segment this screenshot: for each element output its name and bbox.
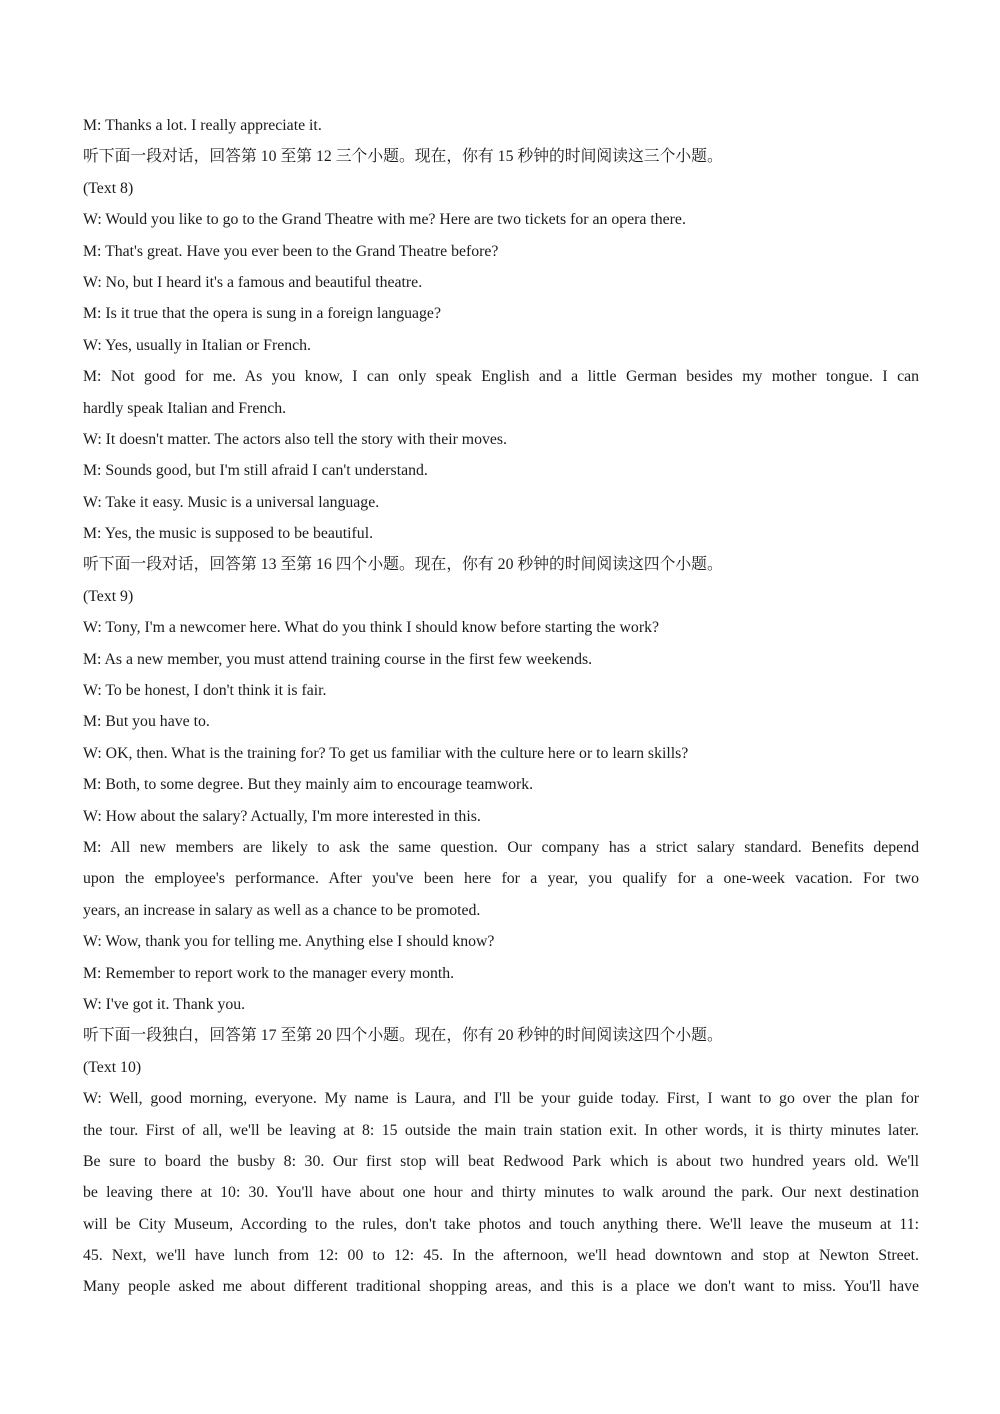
text-line-section-instruction: 听下面一段对话，回答第 13 至第 16 四个小题。现在，你有 20 秒钟的时间阅读这四个小题。	[83, 556, 723, 574]
text-line: M: That's great. Have you ever been to the Grand Theatre before?	[83, 242, 499, 260]
text-line: W: Wow, thank you for telling me. Anything else I should know?	[83, 933, 495, 951]
text-line-text9-heading: (Text 9)	[83, 587, 134, 605]
document-text	[83, 110, 919, 1303]
text-line: W: I've got it. Thank you.	[83, 995, 246, 1013]
text-line: Many people asked me about different traditional shopping areas, and this is a place we don't want to miss. You'll have	[83, 1278, 919, 1296]
text-line: M: Remember to report work to the manager every month.	[83, 964, 455, 982]
text-line: M: Is it true that the opera is sung in a foreign language?	[83, 305, 441, 323]
text-line: M: All new members are likely to ask the same question. Our company has a strict salary standard. Benefits depend	[83, 838, 919, 856]
text-line: W: OK, then. What is the training for? To get us familiar with the culture here or to learn skills?	[83, 744, 689, 762]
text-line: W: How about the salary? Actually, I'm more interested in this.	[83, 807, 481, 825]
text-line: will be City Museum, According to the rules, don't take photos and touch anything there. We'll leave the museum at 11:	[83, 1215, 919, 1233]
text-line: W: Take it easy. Music is a universal language.	[83, 493, 380, 511]
text-line: upon the employee's performance. After you've been here for a year, you qualify for a one-week vacation. For two	[83, 870, 919, 888]
text-line: years, an increase in salary as well as a chance to be promoted.	[83, 901, 481, 919]
text-line-text8-heading: (Text 8)	[83, 179, 134, 197]
text-line: M: Yes, the music is supposed to be beautiful.	[83, 525, 374, 543]
text-line: W: Well, good morning, everyone. My name is Laura, and I'll be your guide today. First, I want to go over the plan for	[83, 1090, 919, 1108]
text-line: W: To be honest, I don't think it is fair.	[83, 682, 327, 700]
text-line: W: It doesn't matter. The actors also tell the story with their moves.	[83, 430, 508, 448]
text-line: M: As a new member, you must attend training course in the first few weekends.	[83, 650, 593, 668]
text-line: W: Tony, I'm a newcomer here. What do you think I should know before starting the work?	[83, 619, 659, 637]
text-line: 45. Next, we'll have lunch from 12: 00 to 12: 45. In the afternoon, we'll head downtown and stop at Newton Street.	[83, 1247, 919, 1265]
text-line: hardly speak Italian and French.	[83, 399, 287, 417]
text-line: M: Sounds good, but I'm still afraid I can't understand.	[83, 462, 428, 480]
text-line: M: Not good for me. As you know, I can only speak English and a little German besides my mother tongue. I can	[83, 368, 919, 386]
text-line: M: Thanks a lot. I really appreciate it.	[83, 117, 322, 134]
text-line: W: Would you like to go to the Grand Theatre with me? Here are two tickets for an opera there.	[83, 211, 686, 229]
text-line: Be sure to board the busby 8: 30. Our first stop will beat Redwood Park which is about two hundred years old. We'll	[83, 1152, 919, 1170]
text-line-text10-heading: (Text 10)	[83, 1058, 142, 1076]
text-line: be leaving there at 10: 30. You'll have about one hour and thirty minutes to walk around the park. Our next destination	[83, 1184, 919, 1202]
text-line: W: No, but I heard it's a famous and beautiful theatre.	[83, 273, 423, 291]
text-line: W: Yes, usually in Italian or French.	[83, 336, 311, 354]
text-line: M: But you have to.	[83, 713, 210, 731]
text-line-section-instruction: 听下面一段对话，回答第 10 至第 12 三个小题。现在，你有 15 秒钟的时间阅读这三个小题。	[83, 148, 723, 166]
text-line: M: Both, to some degree. But they mainly aim to encourage teamwork.	[83, 776, 534, 794]
text-line-section-instruction: 听下面一段独白，回答第 17 至第 20 四个小题。现在，你有 20 秒钟的时间阅读这四个小题。	[83, 1027, 723, 1045]
text-line: the tour. First of all, we'll be leaving at 8: 15 outside the main train station exit. In other words, it is thirty minutes later.	[83, 1121, 919, 1139]
